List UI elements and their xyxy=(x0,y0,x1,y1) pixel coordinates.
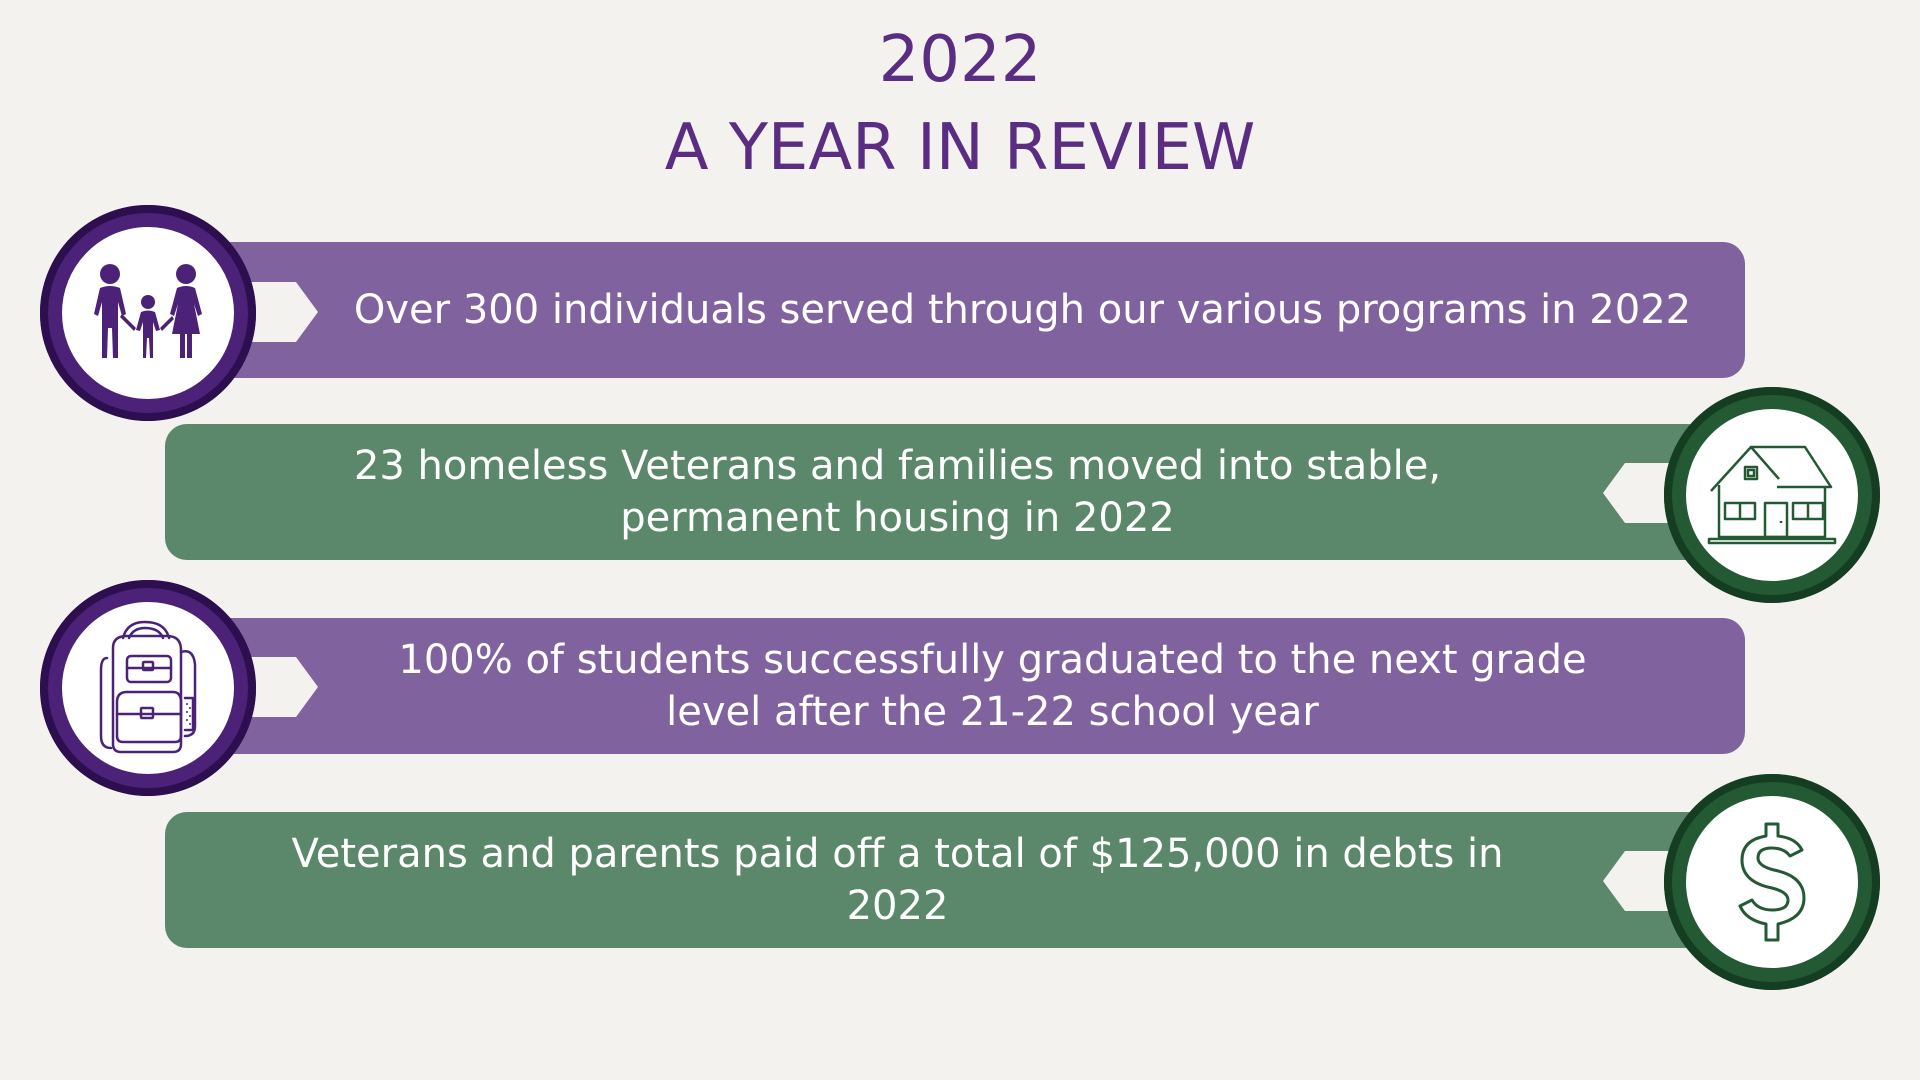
stat-text-debts: Veterans and parents paid off a total of $125,000 in debts in 2022 xyxy=(291,831,1504,929)
badge-backpack xyxy=(40,580,256,796)
stat-bar-housing xyxy=(165,424,1710,560)
page-title: A YEAR IN REVIEW xyxy=(664,111,1256,185)
stat-bar-students xyxy=(200,618,1745,754)
dollar-icon xyxy=(1732,820,1812,944)
house-icon xyxy=(1707,443,1837,547)
stat-bar-debts xyxy=(165,812,1710,948)
stat-text-individuals: Over 300 individuals served through our various programs in 2022 xyxy=(353,287,1692,333)
stat-text-students: 100% of students successfully graduated to the next grade level after the 21-22 school year xyxy=(398,637,1587,735)
badge-house xyxy=(1664,387,1880,603)
badge-family xyxy=(40,205,256,421)
stat-bar-individuals xyxy=(200,242,1745,378)
family-icon xyxy=(78,258,218,368)
backpack-icon xyxy=(93,618,203,758)
stat-text-housing: 23 homeless Veterans and families moved into stable, permanent housing in 2022 xyxy=(353,443,1442,541)
badge-dollar xyxy=(1664,774,1880,990)
page-year: 2022 xyxy=(878,23,1042,97)
